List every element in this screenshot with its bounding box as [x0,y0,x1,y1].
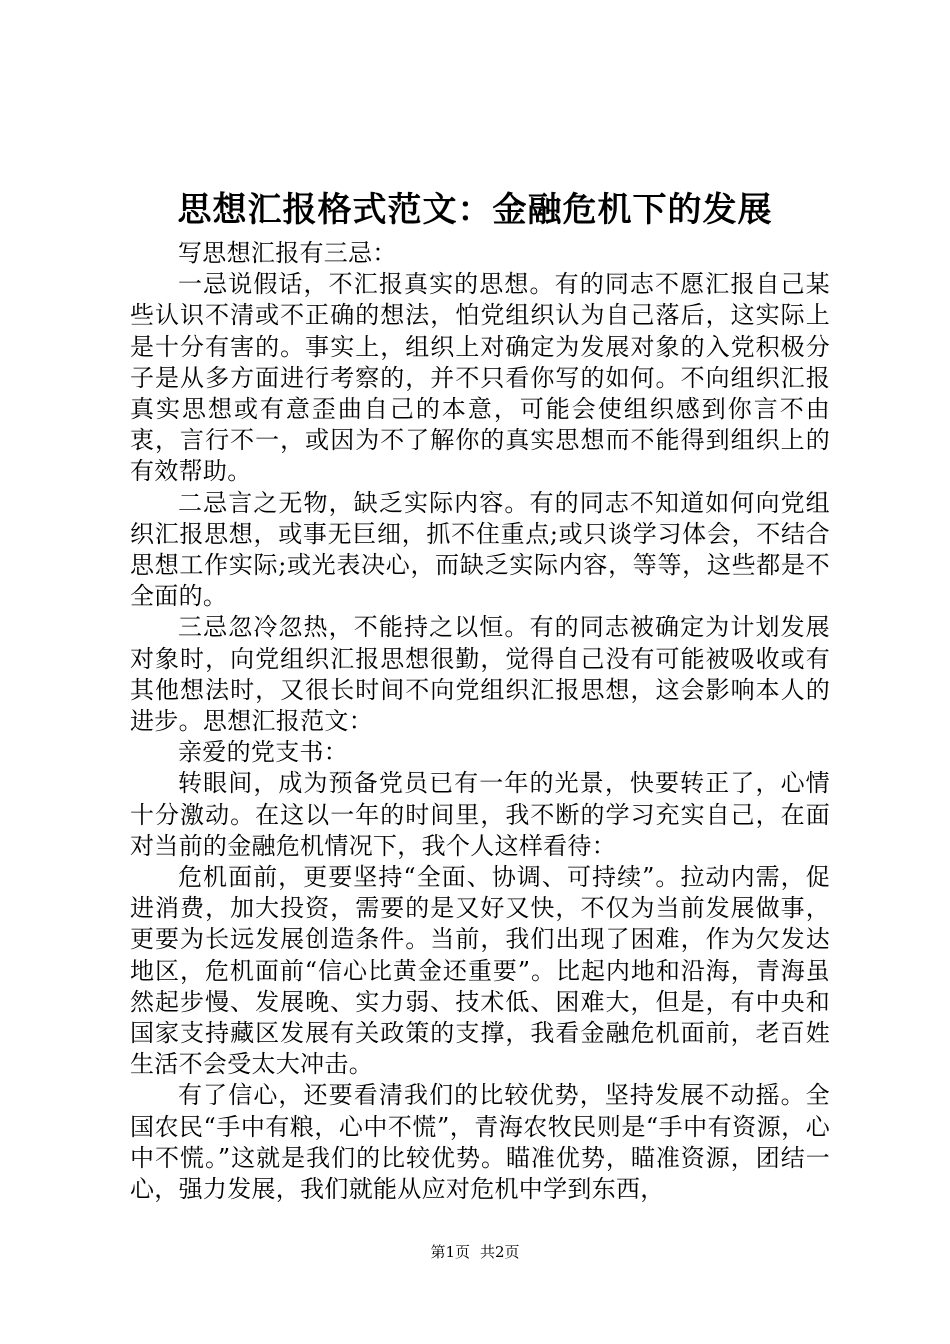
page-number: 第1页 [430,1243,470,1261]
paragraph: 二忌言之无物，缺乏实际内容。有的同志不知道如何向党组织汇报思想，或事无巨细，抓不住重点;或只谈学习体会，不结合思想工作实际;或光表决心，而缺乏实际内容，等等，这些都是不全面的。 [130,488,830,611]
paragraph: 有了信心，还要看清我们的比较优势，坚持发展不动摇。全国农民“手中有粮，心中不慌”，青海农牧民则是“手中有资源，心中不慌。”这就是我们的比较优势。瞄准优势，瞄准资源，团结一心，强力发展，我们就能从应对危机中学到东西， [130,1081,830,1204]
paragraph: 危机面前，更要坚持“全面、协调、可持续”。拉动内需，促进消费，加大投资，需要的是又好又快，不仅为当前发展做事，更要为长远发展创造条件。当前，我们出现了困难，作为欠发达地区，危机面前“信心比黄金还重要”。比起内地和沿海，青海虽然起步慢、发展晚、实力弱、技术低、困难大，但是，有中央和国家支持藏区发展有关政策的支撑，我看金融危机面前，老百姓生活不会受太大冲击。 [130,863,830,1079]
document-title: 思想汇报格式范文：金融危机下的发展 [177,190,773,230]
page-total: 共2页 [480,1243,520,1261]
paragraph: 三忌忽冷忽热，不能持之以恒。有的同志被确定为计划发展对象时，向党组织汇报思想很勤，觉得自己没有可能被吸收或有其他想法时，又很长时间不向党组织汇报思想，这会影响本人的进步。思想汇报范文： [130,613,830,736]
page-footer [0,1241,950,1263]
document-body [130,238,830,1205]
paragraph: 转眼间，成为预备党员已有一年的光景，快要转正了，心情十分激动。在这以一年的时间里，我不断的学习充实自己，在面对当前的金融危机情况下，我个人这样看待： [130,769,830,860]
paragraph: 一忌说假话，不汇报真实的思想。有的同志不愿汇报自己某些认识不清或不正确的想法，怕党组织认为自己落后，这实际上是十分有害的。事实上，组织上对确定为发展对象的入党积极分子是从多方面进行考察的，并不只看你写的如何。不向组织汇报真实思想或有意歪曲自己的本意，可能会使组织感到你言不由衷，言行不一，或因为不了解你的真实思想而不能得到组织上的有效帮助。 [130,270,830,486]
paragraph: 亲爱的党支书： [178,738,349,767]
paragraph: 写思想汇报有三忌： [178,239,397,267]
